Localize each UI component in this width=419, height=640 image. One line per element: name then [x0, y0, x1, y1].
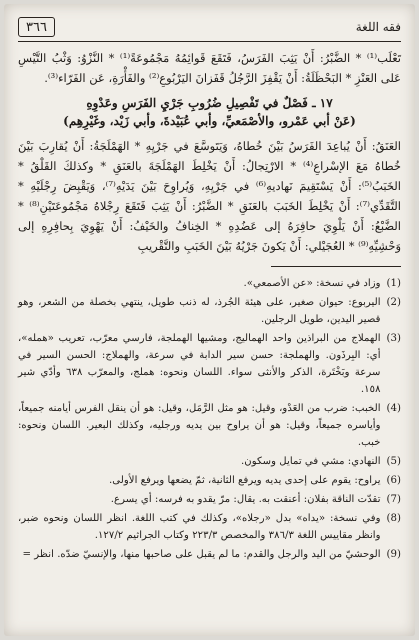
page-header	[18, 16, 401, 38]
footnote-text: اليربوع: حيوان صغير، على هيئة الجُرذ، له ذنب طويل، ينتهي بخصلة من الشعر، وهو قصير اليدين، طويل الرجلين.	[18, 297, 381, 325]
running-title: فقه اللغة	[355, 20, 401, 34]
footnote-text: تقدّت الناقة بفلان: أعنقت به. يقال: مرّ يقدو به فرسه: أي يسرع.	[110, 494, 381, 505]
footnote	[18, 472, 401, 489]
footnote-text: الهملاج من البراذين واحد الهماليج، ومشيها الهملجة، فارسي معرّب، تعريب «همله»، أي: البِرذَون. والهملجة: حسن سير الدابة في سرعة، والهملاج: الحسن السير في سرعة وبَخْتَرة، الذكر والأنثى سواء. اللسان ونحوه: هملج، والمعرّب ٦٣٨ وأدّي شير ١٥٨.	[18, 333, 381, 395]
footnote	[18, 400, 401, 451]
footnote-number: (2)	[386, 297, 401, 308]
paragraph-intro: تَعْلَب⁽¹⁾ * الضَّبْرُ: أَنْ يَثِبَ الفَرَسُ، فَتَقَعَ قَوائِمُهُ مَجْمُوعَةً⁽¹⁾ * النَّزْوُ: وَثْبُ التَّيْسِ عَلى العَنْزِ * البَحْظَلَةُ: أَنْ يَقْفِزَ الرَّجُلُ قَفَزانَ اليَرْبُوعِ⁽²⁾ والفَأْرَةِ، عَن الفَرّاء⁽³⁾.	[18, 51, 401, 85]
footnote-text: الوحشيّ من اليد والرجل والقدم: ما لم يقبل على صاحبها منها، والإنسيّ ضدّه. انظر =	[22, 549, 381, 560]
book-page	[4, 4, 415, 636]
footnote-text: النهادي: مشي في تمايل وسكون.	[241, 456, 381, 467]
section-subtitle: (عَنْ أبي عَمْرو، والأصْمَعيِّ، وأبي عُبَيْدةَ، وأبي زَيْد، وغَيْرِهِم)	[63, 114, 356, 128]
footnote	[18, 330, 401, 398]
footnote-number: (5)	[386, 456, 401, 467]
section-title: ١٧ ـ فَصْلٌ في تَفْصِيلِ ضُرُوبِ جَرْيِ الفَرَسِ وعَدْوِهِ	[86, 96, 333, 110]
header-rule	[18, 41, 401, 42]
footnote-text: وفي نسخة: «يداه» بدل «رجلاه»، وكذلك في كتب اللغة. انظر اللسان ونحوه ضبر، وانظر مقاييس اللغة ٣٨٦/٣ والمخصص ٢٢٣/٣ وكتاب الجراثيم ١٢٧/٢.	[18, 513, 381, 541]
footnote-text: الخبب: ضرب من العَدْو، وقيل: هو مثل الرَّمَل، وقيل: هو أن ينقل الفرس أيامنه جميعاً، وأياسره جميعاً، وقيل: هو أن يراوح بين يديه ورجليه، وكذلك البعير. اللسان ونحوه: خبب.	[18, 403, 381, 448]
footnote-number: (8)	[386, 513, 401, 524]
footnote	[18, 453, 401, 470]
footnote-number: (4)	[386, 403, 401, 414]
footnote-number: (9)	[386, 549, 401, 560]
page-number: ٣٦٦	[26, 19, 47, 35]
footnote	[18, 546, 401, 563]
footnotes	[18, 275, 401, 563]
footnote	[18, 294, 401, 328]
footnote-text: وزاد في نسخة: «عن الأصمعي».	[243, 278, 381, 289]
footnote	[18, 491, 401, 508]
footnote-number: (7)	[386, 494, 401, 505]
footnote	[18, 510, 401, 544]
footnote-number: (1)	[386, 278, 401, 289]
main-text	[18, 48, 401, 565]
footnote-number: (6)	[386, 475, 401, 486]
page-number-box	[18, 17, 55, 37]
footnote-number: (3)	[386, 333, 401, 344]
footnote	[18, 275, 401, 292]
paragraph-body: العَنَقُ: أَنْ يُباعِدَ الفَرَسُ بَيْنَ خُطاهُ، وَيَتَوسَّعَ في جَرْيِهِ * الهَمْلَجَةُ: أَنْ يُقارِبَ بَيْنَ خُطاهُ مَعَ الإسْراعِ⁽⁴⁾ * الارْتِجالُ: أَنْ يَخْلِطَ الهَمْلَجَةَ بالعَنَقِ * وكذلكَ القَلْقُ * الخَبَبُ⁽⁵⁾: أَنْ يَسْتَقِيمَ نَهاديهِ⁽⁶⁾ في جَرْيِهِ، وَيُراوِحَ بَيْنَ يَدَيْهِ⁽⁷⁾، وَيَقْبِضَ رِجْلَيْهِ * التَّقَدِّي⁽⁷⁾: أَنْ يَخْلِطَ الخَبَبَ بالعَنَقِ * الضَّبْرُ: أَنْ يَثِبَ فَتَقَعَ رِجْلاهُ مَجْمُوعَتَيْنِ⁽⁸⁾ * الضَّبْعُ: أَنْ يَلْوِيَ حافِرَهُ إلى عَضُدِهِ * الخِنافُ والخَيْفُ: أَنْ يَهْوِيَ بِحافِرِهِ إلى وَحْشِيِّهِ⁽⁹⁾ * العُجَيْلي: أَنْ يَكونَ جَرْيُهُ بَيْنَ الخَبَبِ والتَّقْريبِ	[18, 139, 401, 253]
footnote-text: يراوح: يقوم على إحدى يديه ويرفع الثانية، ثمّ يضعها ويرفع الأولى.	[109, 475, 381, 486]
footnote-separator	[271, 266, 401, 267]
